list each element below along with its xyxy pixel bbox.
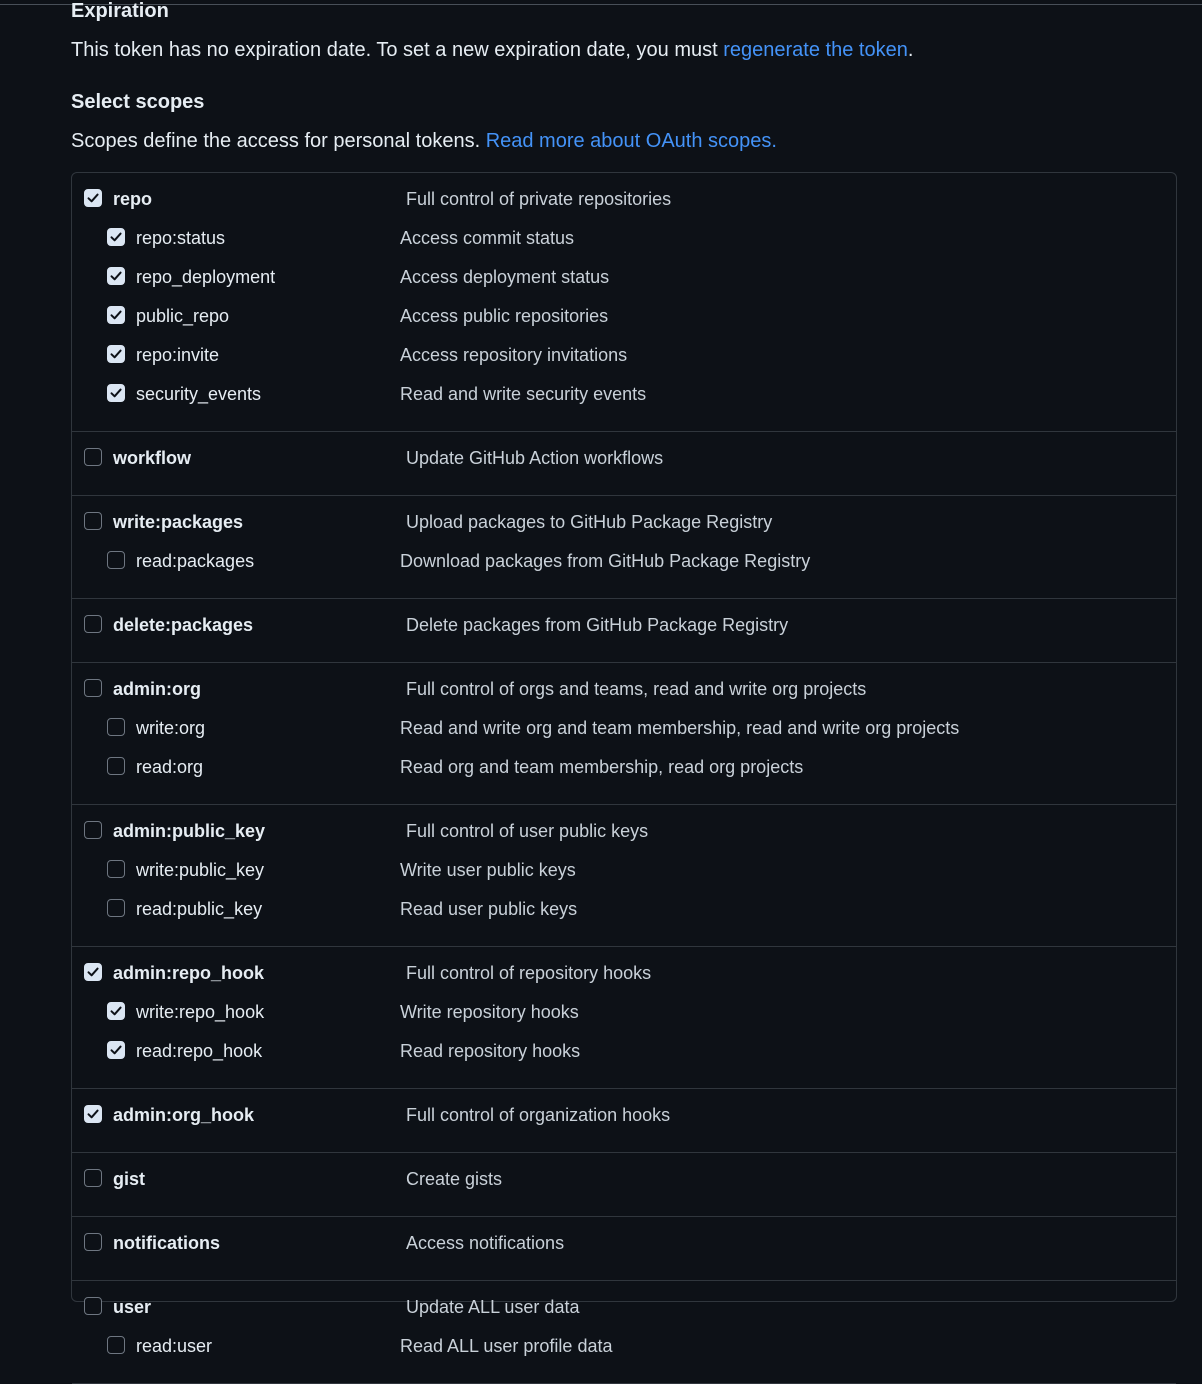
scope-row-read-repo-hook — [72, 1038, 1176, 1077]
checkmark-icon — [109, 1043, 123, 1057]
scope-row-repo — [72, 186, 1176, 225]
scope-description: Write user public keys — [400, 860, 576, 880]
scopes-description — [71, 130, 777, 153]
scope-name[interactable]: repo:invite — [136, 345, 220, 365]
checkmark-icon — [86, 191, 100, 205]
scope-description: Write repository hooks — [400, 1002, 579, 1022]
scope-checkbox-read-user[interactable] — [107, 1336, 125, 1354]
scope-checkbox-write-public-key[interactable] — [107, 860, 125, 878]
scope-row-write-public-key — [72, 857, 1176, 896]
scopes-description-body: Scopes define the access for personal tokens. — [71, 130, 486, 152]
scope-group-user — [72, 1281, 1176, 1384]
scope-row-repo-invite — [72, 342, 1176, 381]
checkmark-icon — [109, 386, 123, 400]
scope-row-workflow — [72, 445, 1176, 484]
scope-description: Access repository invitations — [400, 345, 628, 365]
scope-checkbox-read-org[interactable] — [107, 757, 125, 775]
scope-row-write-packages — [72, 509, 1176, 548]
scope-name[interactable]: write:org — [136, 718, 206, 738]
scope-description: Delete packages from GitHub Package Registry — [406, 615, 789, 635]
checkmark-icon — [109, 1004, 123, 1018]
scope-checkbox-workflow[interactable] — [84, 448, 102, 466]
scope-name[interactable]: repo:status — [136, 228, 226, 248]
scope-name[interactable]: read:repo_hook — [136, 1041, 263, 1061]
expiration-heading: Expiration — [71, 0, 169, 22]
scope-name[interactable]: write:public_key — [136, 860, 265, 880]
scope-name[interactable]: notifications — [113, 1233, 220, 1253]
checkmark-icon — [109, 347, 123, 361]
scope-description: Read repository hooks — [400, 1041, 581, 1061]
scope-group-admin-repo-hook — [72, 947, 1176, 1089]
scope-description: Full control of orgs and teams, read and write org projects — [406, 679, 867, 699]
scope-group-admin-org-hook — [72, 1089, 1176, 1153]
scope-group-delete-packages — [72, 599, 1176, 663]
checkmark-icon — [109, 230, 123, 244]
scope-checkbox-repo-status[interactable] — [107, 228, 125, 246]
scope-row-write-repo-hook — [72, 999, 1176, 1038]
scope-description: Read org and team membership, read org projects — [400, 757, 804, 777]
scope-row-write-org — [72, 715, 1176, 754]
scope-description: Access deployment status — [400, 267, 610, 287]
scope-row-repo-deployment — [72, 264, 1176, 303]
scope-description: Update GitHub Action workflows — [406, 448, 664, 468]
scope-checkbox-repo[interactable] — [84, 189, 102, 207]
scope-checkbox-write-org[interactable] — [107, 718, 125, 736]
scope-checkbox-security-events[interactable] — [107, 384, 125, 402]
scope-row-user — [72, 1294, 1176, 1333]
scope-row-admin-public-key — [72, 818, 1176, 857]
scope-description: Read and write security events — [400, 384, 647, 404]
scope-description: Read and write org and team membership, read and write org projects — [400, 718, 960, 738]
scope-group-write-packages — [72, 496, 1176, 599]
scope-description: Access public repositories — [400, 306, 609, 326]
scope-checkbox-admin-org-hook[interactable] — [84, 1105, 102, 1123]
scope-group-notifications — [72, 1217, 1176, 1281]
scope-name[interactable]: read:packages — [136, 551, 255, 571]
scope-description: Full control of private repositories — [406, 189, 672, 209]
scope-name[interactable]: security_events — [136, 384, 262, 404]
scope-checkbox-delete-packages[interactable] — [84, 615, 102, 633]
scope-checkbox-read-packages[interactable] — [107, 551, 125, 569]
scope-group-workflow — [72, 432, 1176, 496]
scope-row-repo-status — [72, 225, 1176, 264]
checkmark-icon — [86, 1107, 100, 1121]
scope-name[interactable]: read:org — [136, 757, 204, 777]
top-divider — [0, 4, 1202, 5]
scope-group-repo — [72, 173, 1176, 432]
scope-row-admin-org-hook — [72, 1102, 1176, 1141]
scope-row-security-events — [72, 381, 1176, 420]
expiration-text — [71, 39, 913, 62]
scope-checkbox-notifications[interactable] — [84, 1233, 102, 1251]
scope-checkbox-admin-repo-hook[interactable] — [84, 963, 102, 981]
scope-name[interactable]: repo — [113, 189, 153, 209]
scope-description: Upload packages to GitHub Package Registry — [406, 512, 773, 532]
scope-checkbox-user[interactable] — [84, 1297, 102, 1315]
scope-row-read-packages — [72, 548, 1176, 587]
scope-name[interactable]: user — [113, 1297, 152, 1317]
scope-description: Update ALL user data — [406, 1297, 580, 1317]
checkmark-icon — [109, 308, 123, 322]
scope-description: Download packages from GitHub Package Registry — [400, 551, 811, 571]
scope-description: Full control of organization hooks — [406, 1105, 671, 1125]
scope-group-gist — [72, 1153, 1176, 1217]
scope-name[interactable]: admin:org_hook — [113, 1105, 255, 1125]
scope-checkbox-write-packages[interactable] — [84, 512, 102, 530]
scope-checkbox-admin-org[interactable] — [84, 679, 102, 697]
scopes-list — [71, 172, 1177, 1356]
scope-description: Access commit status — [400, 228, 575, 248]
scope-name[interactable]: admin:public_key — [113, 821, 266, 841]
oauth-scopes-link[interactable]: Read more about OAuth scopes. — [485, 130, 777, 152]
scope-group-admin-org — [72, 663, 1176, 805]
expiration-text-suffix: . — [907, 39, 914, 61]
scope-description: Read user public keys — [400, 899, 578, 919]
scope-description: Create gists — [406, 1169, 503, 1189]
scope-row-delete-packages — [72, 612, 1176, 651]
scope-checkbox-write-repo-hook[interactable] — [107, 1002, 125, 1020]
scope-row-read-user — [72, 1333, 1176, 1372]
scope-row-notifications — [72, 1230, 1176, 1269]
scope-checkbox-public-repo[interactable] — [107, 306, 125, 324]
scope-name[interactable]: read:user — [136, 1336, 213, 1356]
scope-checkbox-read-public-key[interactable] — [107, 899, 125, 917]
scope-row-admin-repo-hook — [72, 960, 1176, 999]
scope-row-public-repo — [72, 303, 1176, 342]
regenerate-token-link[interactable]: regenerate the token — [723, 39, 908, 61]
scope-row-read-org — [72, 754, 1176, 793]
scope-name[interactable]: gist — [113, 1169, 146, 1189]
scope-checkbox-admin-public-key[interactable] — [84, 821, 102, 839]
scope-row-gist — [72, 1166, 1176, 1205]
scope-name[interactable]: delete:packages — [113, 615, 254, 635]
scope-description: Read ALL user profile data — [400, 1336, 613, 1356]
scope-row-read-public-key — [72, 896, 1176, 935]
scope-description: Full control of user public keys — [406, 821, 649, 841]
checkmark-icon — [86, 965, 100, 979]
scope-name[interactable]: read:public_key — [136, 899, 263, 919]
scope-name[interactable]: repo_deployment — [136, 267, 276, 287]
scope-checkbox-repo-deployment[interactable] — [107, 267, 125, 285]
scope-name[interactable]: admin:org — [113, 679, 201, 699]
scope-description: Full control of repository hooks — [406, 963, 652, 983]
scope-group-admin-public-key — [72, 805, 1176, 947]
scope-checkbox-gist[interactable] — [84, 1169, 102, 1187]
scope-name[interactable]: write:packages — [113, 512, 244, 532]
scope-checkbox-read-repo-hook[interactable] — [107, 1041, 125, 1059]
scope-name[interactable]: workflow — [113, 448, 192, 468]
scope-name[interactable]: admin:repo_hook — [113, 963, 265, 983]
scope-row-admin-org — [72, 676, 1176, 715]
checkmark-icon — [109, 269, 123, 283]
scope-name[interactable]: public_repo — [136, 306, 230, 326]
scope-name[interactable]: write:repo_hook — [136, 1002, 265, 1022]
select-scopes-heading: Select scopes — [71, 91, 205, 113]
scope-description: Access notifications — [406, 1233, 565, 1253]
expiration-text-body: This token has no expiration date. To set a new expiration date, you must — [71, 39, 724, 61]
scope-checkbox-repo-invite[interactable] — [107, 345, 125, 363]
